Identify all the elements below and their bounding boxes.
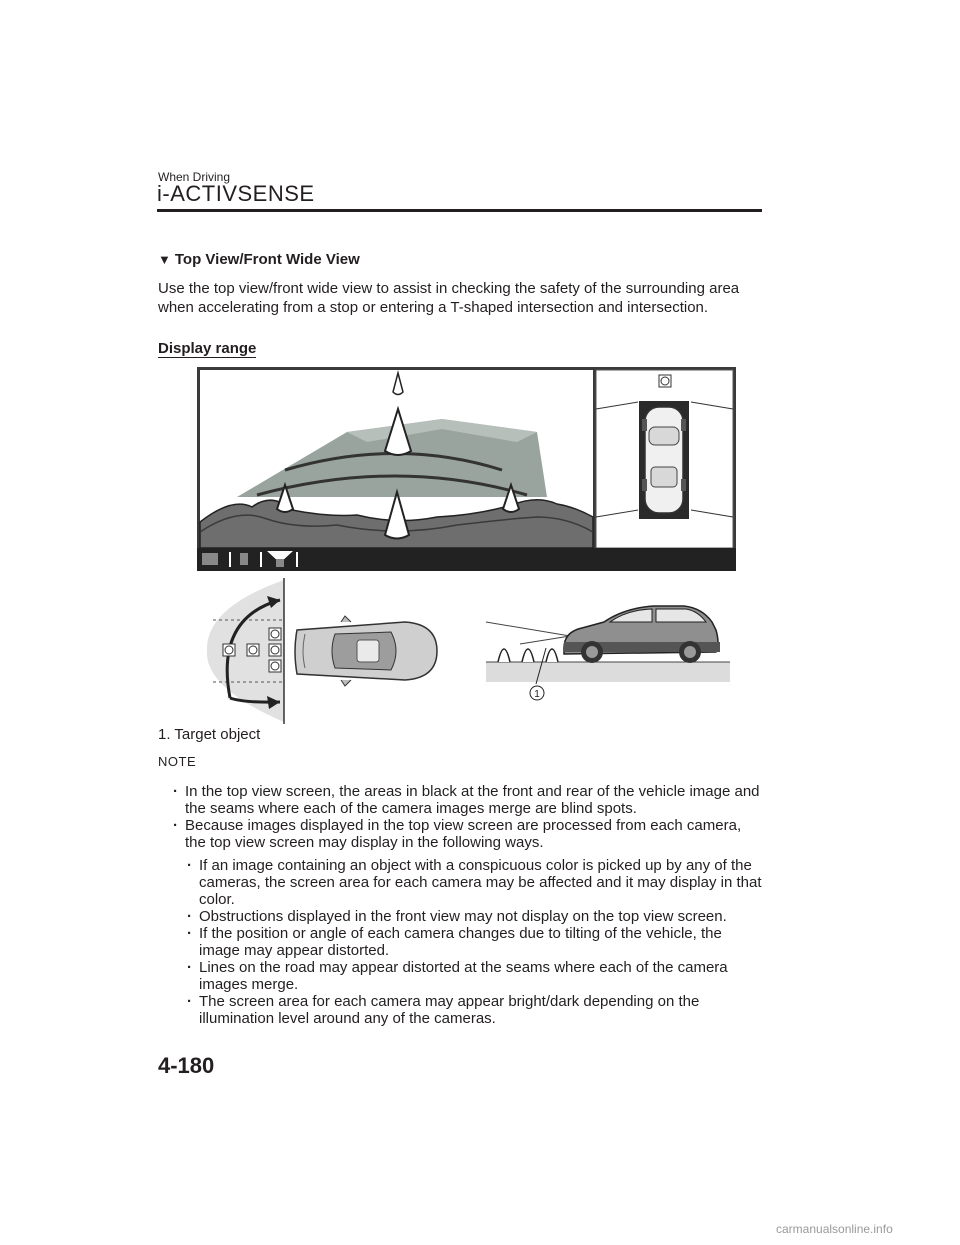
display-range-heading: Display range: [158, 340, 257, 357]
sub-note-item: · If an image containing an object with a conspicuous color is picked up by any of the cameras, the screen area for each camera may be affected and it may display in that color.: [199, 857, 765, 908]
page-number: 4-180: [158, 1053, 215, 1078]
figure-caption: 1. Target object: [158, 726, 261, 743]
note-item: · Because images displayed in the top view screen are processed from each camera, the top view screen may display in the following ways.: [185, 817, 765, 851]
header-rule: [157, 209, 762, 212]
sub-note-item: · Lines on the road may appear distorted at the seams where each of the camera images merge.: [199, 959, 765, 993]
sub-note-item: · If the position or angle of each camera changes due to tilting of the vehicle, the image may appear distorted.: [199, 925, 765, 959]
watermark: carmanualsonline.info: [776, 1222, 893, 1236]
triangle-down-icon: ▼: [158, 252, 171, 267]
side-view-target-illustration: [484, 596, 730, 706]
top-down-range-illustration: [205, 578, 440, 724]
callout-number: 1: [534, 689, 540, 700]
note-heading: NOTE: [158, 754, 197, 769]
monitor-screen-illustration: [197, 367, 736, 571]
running-header-chapter: i-ACTIVSENSE: [157, 181, 315, 206]
note-item: · In the top view screen, the areas in black at the front and rear of the vehicle image and the seams where each of the camera images merge are blind spots.: [185, 783, 765, 817]
running-header-section: When Driving: [158, 170, 231, 184]
section-title: [158, 251, 360, 268]
intro-paragraph: Use the top view/front wide view to assist in checking the safety of the surrounding area when accelerating from a stop or entering a T-shaped intersection and intersection.: [158, 280, 740, 316]
section-title-text: Top View/Front Wide View: [174, 251, 360, 268]
sub-note-item: · Obstructions displayed in the front view may not display on the top view screen.: [199, 908, 765, 925]
sub-note-item: · The screen area for each camera may appear bright/dark depending on the illumination level around any of the cameras.: [199, 993, 765, 1027]
